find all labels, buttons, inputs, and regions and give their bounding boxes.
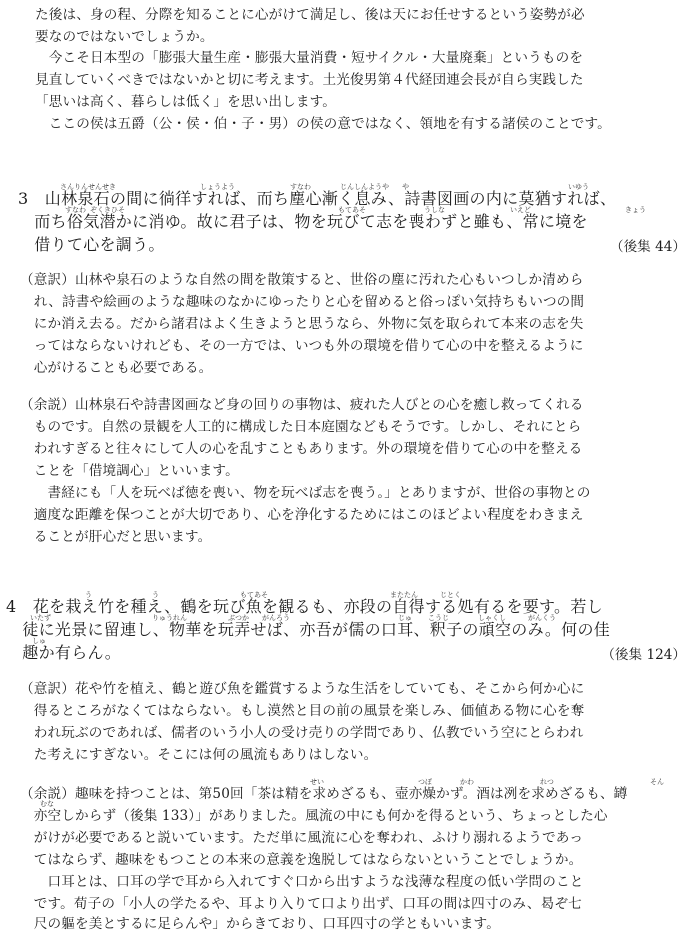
ruby-annotation: いえど	[510, 206, 531, 214]
ruby-annotation: しゅ	[32, 637, 46, 645]
text-line: た後は、身の程、分際を知ることに心がけて満足し、後は天にお任せするという姿勢が必	[35, 7, 585, 23]
text-line: 心がけることも必要である。	[20, 360, 213, 376]
text-line: （余説）趣味を持つことは、第50回「茶は精を求めざるも、壺亦燥かず。酒は冽を求めざるも、罇	[20, 786, 628, 802]
text-line: れ、詩書や絵画のような趣味のなかにゆったりと心を留めると俗っぽい気持ちもいつの間	[20, 294, 585, 310]
text-line: 口耳とは、口耳の学で耳から入れてすぐ口から出すような浅薄な程度の低い学問のこと	[20, 874, 584, 890]
ruby-annotation: きょう	[625, 206, 646, 214]
ruby-annotation: う	[85, 591, 92, 599]
source-reference: （後集 124）	[601, 647, 686, 663]
text-line: （余説）山林泉石や詩書図画など身の回りの事物は、疲れた人びとの心を癒し救ってくれる	[20, 397, 584, 413]
text-line: 亦空しからず（後集 133）」がありました。風流の中にも何かを得るという、ちょっとした心	[20, 808, 608, 824]
text-line: 尺の軀を美とするに足らんや」からきており、口耳四寸の学ともいいます。	[20, 916, 500, 932]
ruby-annotation: そん	[650, 778, 664, 786]
text-line: 要なのではないでしょうか。	[35, 29, 214, 45]
text-line: （意訳）山林や泉石のような自然の間を散策すると、世俗の塵に汚れた心もいつしか清めら	[20, 272, 584, 288]
text-line: （意訳）花や竹を植え、鶴と遊び魚を鑑賞するような生活をしていても、そこから何か心に	[20, 681, 585, 697]
ruby-annotation: つぼ	[418, 778, 432, 786]
ruby-annotation: りゅうれん	[152, 614, 187, 622]
ruby-annotation: がんろう	[262, 614, 290, 622]
ruby-annotation: ぶつか	[228, 614, 249, 622]
ruby-annotation: かわ	[460, 778, 474, 786]
ruby-annotation: せい	[310, 778, 324, 786]
text-line: にか消え去る。だから諸君はよく生きようと思うなら、外物に気を取られて本来の志を失	[20, 316, 584, 332]
ruby-annotation: がんくう	[528, 614, 556, 622]
ruby-annotation: すなわ	[290, 183, 311, 191]
text-line: 書経にも「人を玩べば徳を喪い、物を玩べば志を喪う。」とありますが、世俗の事物との	[20, 485, 591, 501]
text-line: がけが必要であると説いています。ただ単に風流に心を奪われ、ふけり溺れるようであっ	[20, 830, 584, 846]
ruby-annotation: いゆう	[568, 183, 589, 191]
text-line: ここの侯は五爵（公・侯・伯・子・男）の侯の意ではなく、領地を有する諸侯のことです。	[35, 116, 611, 132]
original-text-line: 3 山林泉石の間に徜徉すれば、而ち塵心漸く息み、詩書図画の内に莫猶すれば、	[18, 189, 617, 208]
text-line: 「思いは高く、暮らしは低く」を思い出します。	[35, 94, 337, 110]
ruby-annotation: こうじ	[428, 614, 449, 622]
ruby-annotation: すなわ	[65, 206, 86, 214]
ruby-annotation: またたん	[390, 591, 418, 599]
original-text-line: 而ち俗気潜かに消ゆ。故に君子は、物を玩びて志を喪わずと雖も、常に境を	[18, 212, 588, 231]
ruby-annotation: しょうよう	[200, 183, 235, 191]
text-line: われすぎると往々にして人の心を乱すこともあります。外の環境を借りて心の中を整える	[20, 441, 583, 457]
ruby-annotation: ぞくきひそ	[90, 206, 125, 214]
text-line: てはならず、趣味をもつことの本来の意義を逸脱してはならないということでしょうか。	[20, 852, 583, 868]
text-line: ことを「借境調心」といいます。	[20, 463, 239, 479]
source-reference: （後集 44）	[610, 239, 686, 255]
original-text-line: 趣か有らん。	[6, 643, 122, 662]
ruby-annotation: もてあそ	[240, 591, 268, 599]
ruby-annotation: じとく	[440, 591, 461, 599]
text-line: ることが肝心だと思います。	[20, 529, 212, 545]
ruby-annotation: じんしんようや	[340, 183, 389, 191]
ruby-annotation: じゅ	[398, 614, 412, 622]
text-line: 見直していくべきではないかと切に考えます。土光俊男第４代経団連会長が自ら実践した	[35, 72, 584, 88]
ruby-annotation: いたず	[30, 614, 51, 622]
text-line: た考えにすぎない。そこには何の風流もありはしない。	[20, 747, 378, 763]
ruby-annotation: しゃくし	[478, 614, 506, 622]
ruby-annotation: れつ	[540, 778, 554, 786]
original-text-line: 徒に光景に留連し、物華を玩弄せば、亦吾が儒の口耳、釈子の頑空のみ。何の佳	[6, 620, 611, 639]
text-line: 得るところがなくてはならない。もし漠然と目の前の風景を楽しみ、価値ある物に心を奪	[20, 703, 585, 719]
ruby-annotation: さんりんせんせき	[60, 183, 116, 191]
text-line: 適度な距離を保つことが大切であり、心を浄化するためにはこのほどよい程度をわきまえ	[20, 507, 584, 523]
ruby-annotation: もてあそ	[338, 206, 366, 214]
text-line: です。荀子の「小人の学たるや、耳より入りて口より出ず、口耳の間は四寸のみ、曷ぞ七	[20, 896, 582, 912]
ruby-annotation: うしな	[424, 206, 445, 214]
text-line: ものです。自然の景観を人工的に構成した日本庭園などもそうです。しかし、それにとら	[20, 419, 582, 435]
text-line: われ玩ぶのであれば、儒者のいう小人の受け売りの学問であり、仏教でいう空にとらわれ	[20, 725, 584, 741]
text-line: 今こそ日本型の「膨張大量生産・膨張大量消費・短サイクル・大量廃棄」というものを	[35, 50, 584, 66]
original-text-line: 4 花を栽え竹を種え、鶴を玩び魚を観るも、亦段の自得する処有るを要す。若し	[6, 597, 603, 616]
ruby-annotation: う	[152, 591, 159, 599]
ruby-annotation: や	[402, 183, 409, 191]
ruby-annotation: むな	[40, 800, 54, 808]
original-text-line: 借りて心を調う。	[18, 235, 165, 254]
text-line: ってはならないけれども、その一方では、いつも外の環境を借りて心の中を整えるように	[20, 338, 584, 354]
